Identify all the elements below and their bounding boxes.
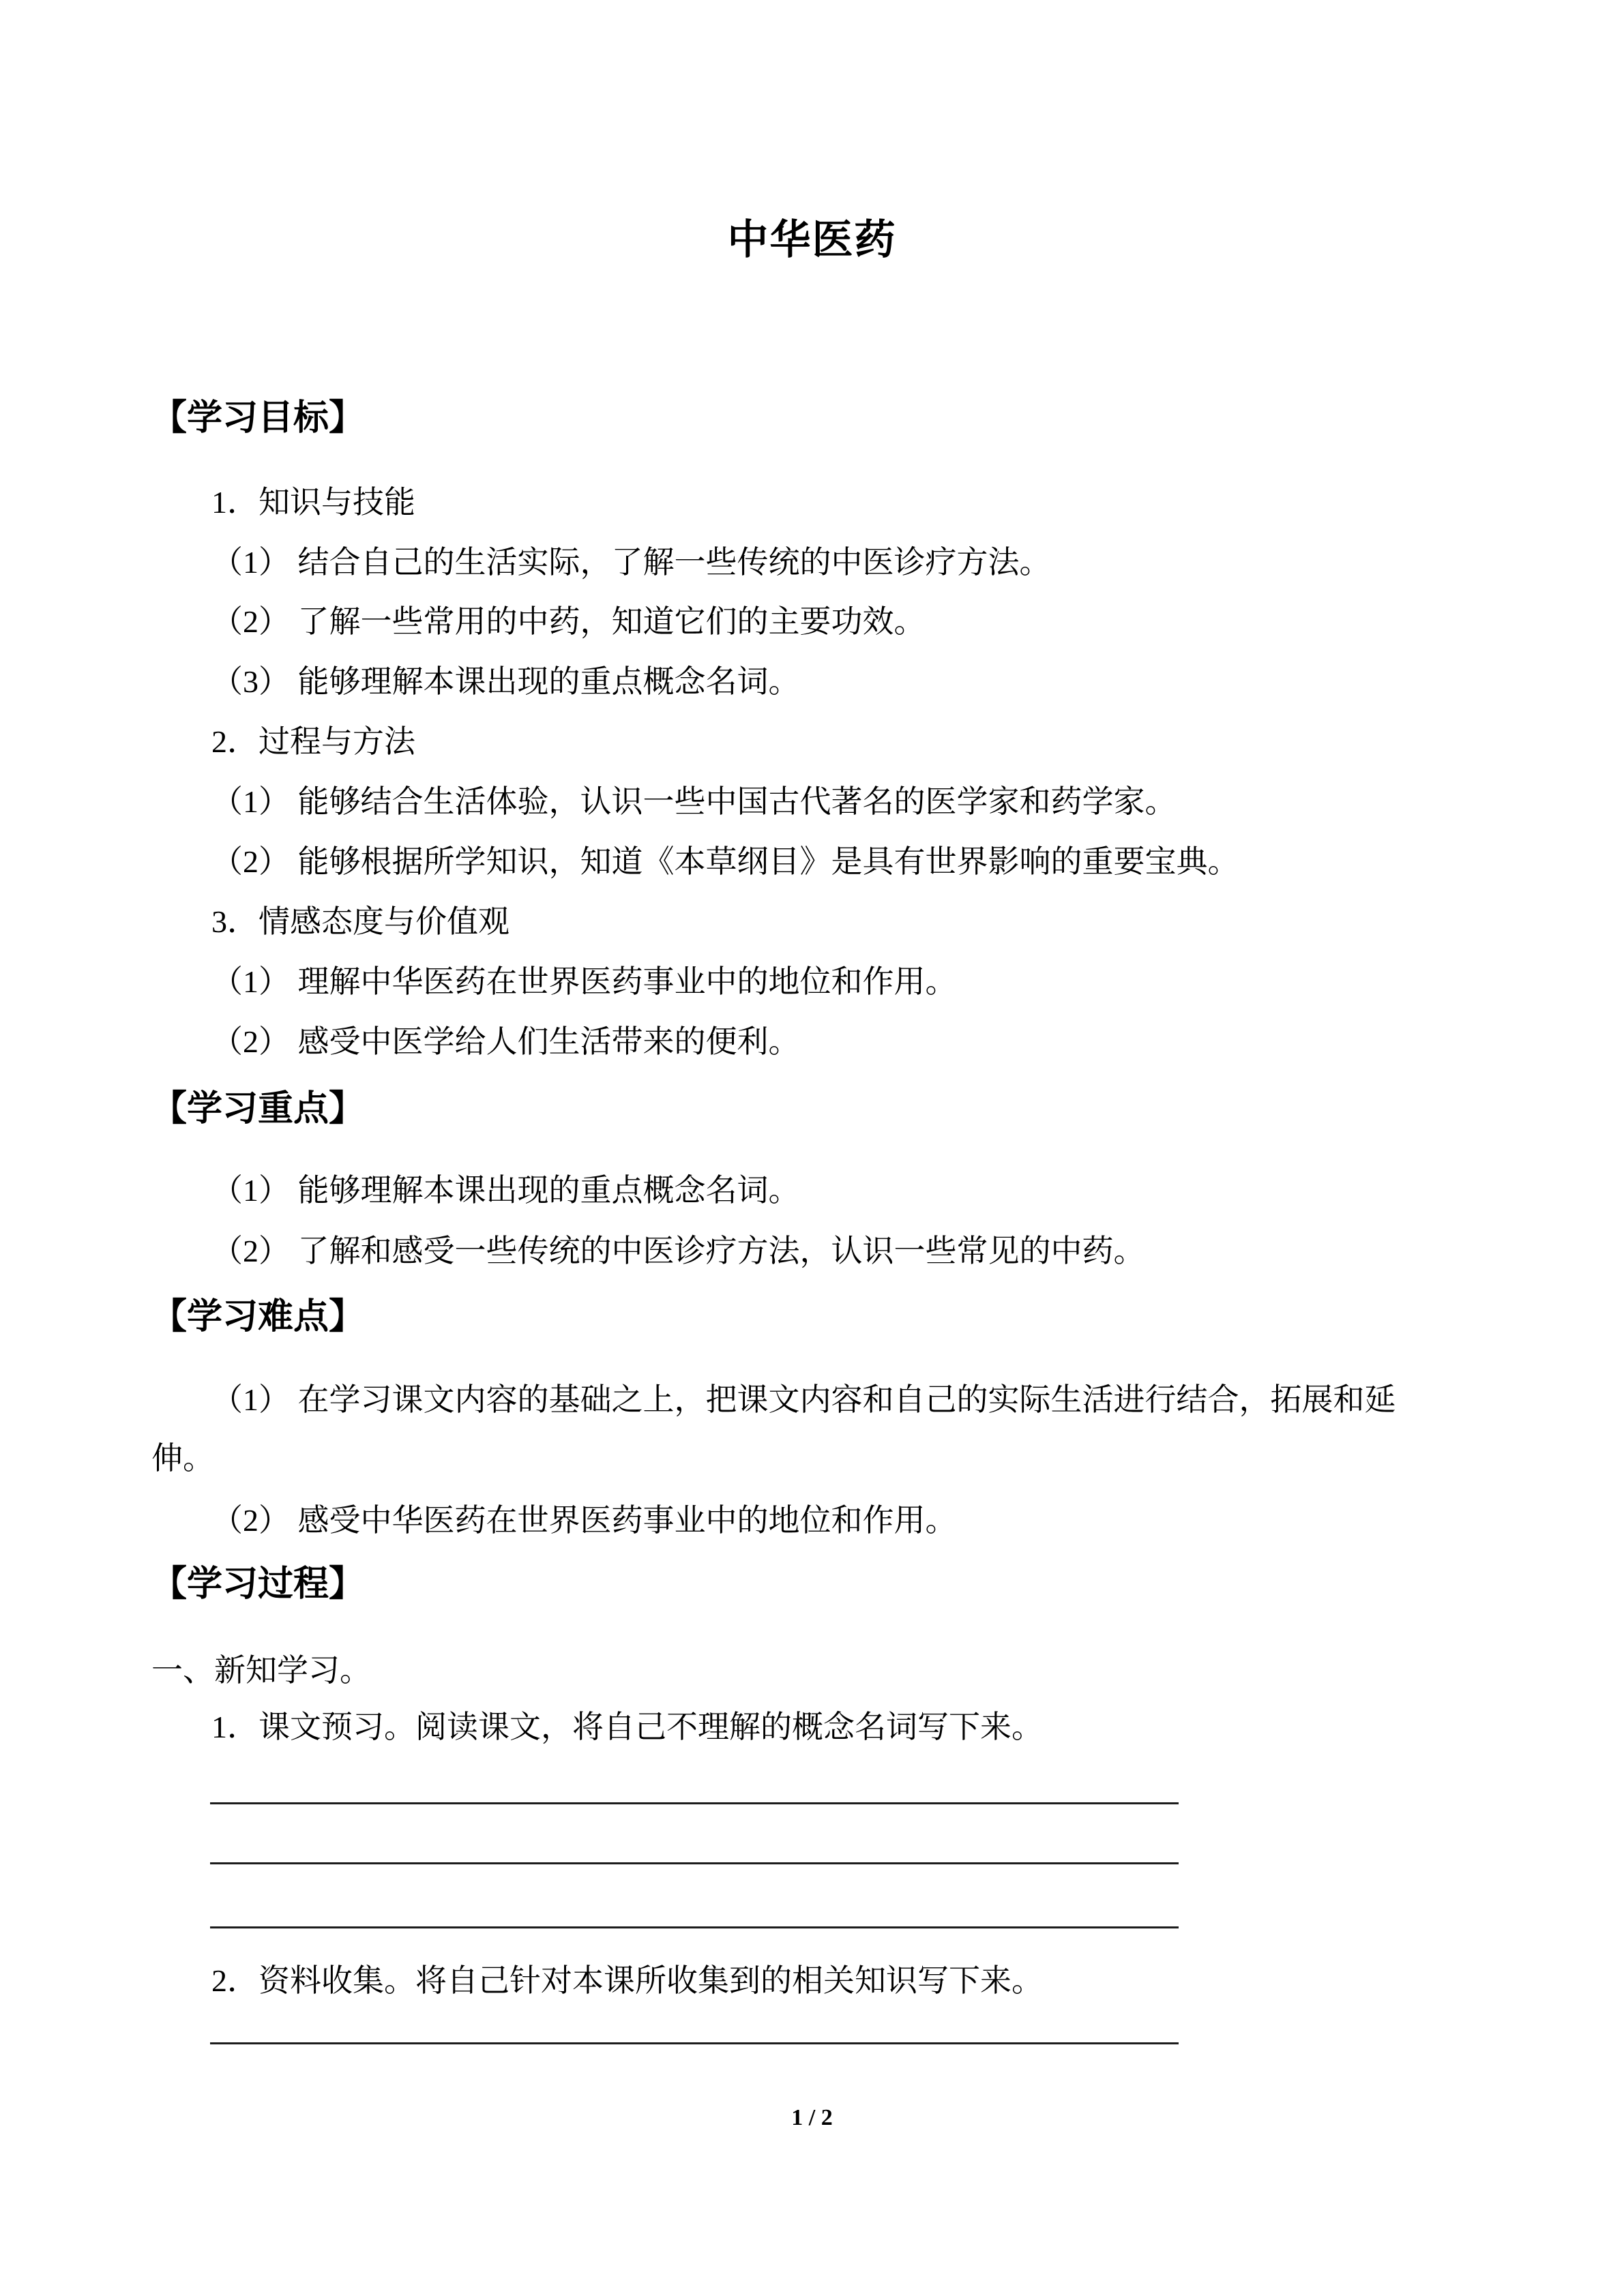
section-heading-learning-key-points: 【学习重点】 xyxy=(151,1090,365,1129)
section-heading-learning-process: 【学习过程】 xyxy=(151,1565,365,1604)
objective-item: （1） 能够结合生活体验，认识一些中国古代著名的医学家和药学家。 xyxy=(211,784,1177,819)
page-number: 1 / 2 xyxy=(791,2105,833,2130)
objective-item: （3） 能够理解本课出现的重点概念名词。 xyxy=(211,664,800,699)
difficulty-item-continuation: 伸。 xyxy=(151,1441,214,1476)
write-on-line xyxy=(210,1926,1179,1928)
write-on-line xyxy=(210,1862,1179,1864)
objective-group-process-methods: 2．过程与方法 xyxy=(211,724,415,759)
objective-item: （2） 感受中医学给人们生活带来的便利。 xyxy=(211,1024,800,1059)
key-point-item: （1） 能够理解本课出现的重点概念名词。 xyxy=(211,1173,800,1208)
difficulty-item: （1） 在学习课文内容的基础之上，把课文内容和自己的实际生活进行结合，拓展和延 xyxy=(211,1382,1396,1417)
objective-item: （2） 了解一些常用的中药，知道它们的主要功效。 xyxy=(211,604,926,639)
key-point-item: （2） 了解和感受一些传统的中医诊疗方法，认识一些常见的中药。 xyxy=(211,1234,1145,1268)
objective-group-knowledge-skills: 1．知识与技能 xyxy=(211,485,415,520)
section-heading-learning-objectives: 【学习目标】 xyxy=(151,399,365,438)
write-on-line xyxy=(210,1802,1179,1804)
objective-item: （1） 理解中华医药在世界医药事业中的地位和作用。 xyxy=(211,964,957,999)
process-list-header: 一、新知学习。 xyxy=(151,1653,371,1688)
objective-item: （1） 结合自己的生活实际，了解一些传统的中医诊疗方法。 xyxy=(211,545,1051,580)
objective-group-attitude-values: 3．情感态度与价值观 xyxy=(211,904,510,939)
section-heading-learning-difficulties: 【学习难点】 xyxy=(151,1298,365,1337)
process-task-preview: 1．课文预习。阅读课文，将自己不理解的概念名词写下来。 xyxy=(211,1710,1043,1744)
process-task-collect: 2．资料收集。将自己针对本课所收集到的相关知识写下来。 xyxy=(211,1963,1043,1998)
write-on-line xyxy=(210,2042,1179,2044)
objective-item: （2） 能够根据所学知识，知道《本草纲目》是具有世界影响的重要宝典。 xyxy=(211,844,1239,879)
document-title: 中华医药 xyxy=(727,218,897,263)
difficulty-item: （2） 感受中华医药在世界医药事业中的地位和作用。 xyxy=(211,1503,957,1538)
